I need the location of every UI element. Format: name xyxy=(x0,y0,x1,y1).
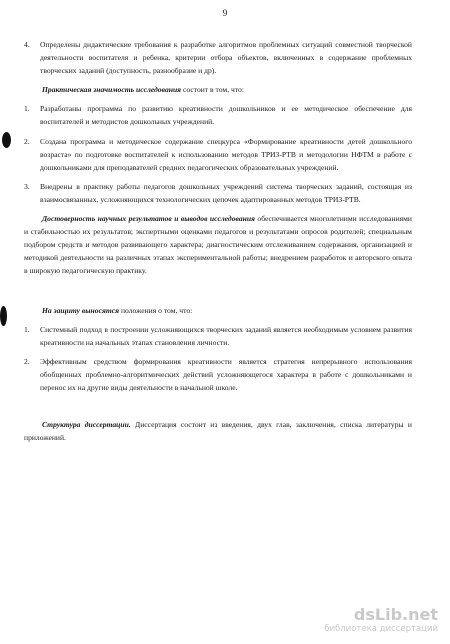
list-item-number: 2. xyxy=(24,356,30,366)
list-item xyxy=(24,102,412,128)
defense-heading: На защиту выносятся xyxy=(42,305,120,315)
binder-hole-mark-top xyxy=(2,132,11,148)
reliability-text: обеспечивается многолетними исследованиями и стабильностью их результатов; экспертными оценками педагогов и результатами опросов родителей; специальным подбором средств и методов развивающего характера; диагностическим отслеживанием содержания, организацией и методикой деятельности на различных этапах экспериментальной работы; внедрением разработок и авторского опыта в широкую педагогическую практику. xyxy=(24,214,412,276)
list-item xyxy=(24,355,412,394)
list-item-number: 1. xyxy=(24,324,30,334)
reliability-heading: Достоверность научных результатов и выводов исследования xyxy=(42,214,255,224)
document-body xyxy=(24,38,412,450)
watermark-logo: dsLib.net xyxy=(353,605,438,624)
list-item-text: Разработаны программа по развитию креативности дошкольников и ее методическое обеспечение для воспитателей и методистов дошкольных учреждений. xyxy=(40,104,412,127)
practical-significance-text: состоит в том, что: xyxy=(181,85,244,95)
list-item-number: 1. xyxy=(24,104,30,114)
binder-hole-mark-bottom xyxy=(0,306,7,326)
structure-heading: Структура диссертации. xyxy=(42,420,131,430)
list-item-number: 2. xyxy=(24,136,30,146)
defense-text: положения о том, что: xyxy=(119,305,193,315)
defense-paragraph xyxy=(24,304,412,317)
watermark-subtitle: библиотека диссертаций xyxy=(324,624,438,634)
list-item-text: Эффективным средством формирования креативности является стратегия непрерывного использования обобщенных проблемно-алгоритмических действий усложняющегося характера в работе с дошкольниками и перенос их на другие виды деятельности в начальной школе. xyxy=(40,356,412,392)
list-item-number: 4. xyxy=(24,40,30,49)
structure-text: Диссертация состоит из введения, двух глав, заключения, списка литературы и приложений. xyxy=(24,420,412,443)
reliability-paragraph xyxy=(24,212,412,277)
practical-significance-paragraph xyxy=(24,83,412,96)
list-item-text: Создана программа и методическое содержание спецкурса «Формирование креативности детей дошкольного возраста» по подготовке воспитателей к использованию методов ТРИЗ-РТВ и методологии НФТМ в работе с дошкольниками для преподавателей средних педагогических образовательных учреждений. xyxy=(40,136,412,172)
page-number: 9 xyxy=(222,8,228,18)
list-item xyxy=(24,38,412,77)
list-item-text: Внедрены в практику работы педагогов дошкольных учреждений система творческих заданий, состоящая из взаимосвязанных, усложняющихся технологических цепочек адаптированных методов ТРИЗ-РТВ. xyxy=(40,181,412,204)
list-item-number: 3. xyxy=(24,181,30,191)
list-item-text: Определены дидактические требования к разработке алгоритмов проблемных ситуаций совместной творческой деятельности воспитателя и ребенка, критерии отбора объектов, включенных в содержание проблемных творческих заданий (доступность, разнообразие и др). xyxy=(40,40,412,76)
list-item-text: Системный подход в построении усложняющихся творческих заданий является необходимым условием развития креативности на начальных этапах становления личности. xyxy=(40,324,412,347)
list-item xyxy=(24,135,412,174)
section-gap xyxy=(24,400,412,418)
list-item xyxy=(24,180,412,206)
watermark xyxy=(318,605,438,634)
structure-paragraph xyxy=(24,418,412,444)
section-gap xyxy=(24,284,412,304)
list-item xyxy=(24,323,412,349)
practical-significance-heading: Практическая значимость исследования xyxy=(42,85,182,95)
